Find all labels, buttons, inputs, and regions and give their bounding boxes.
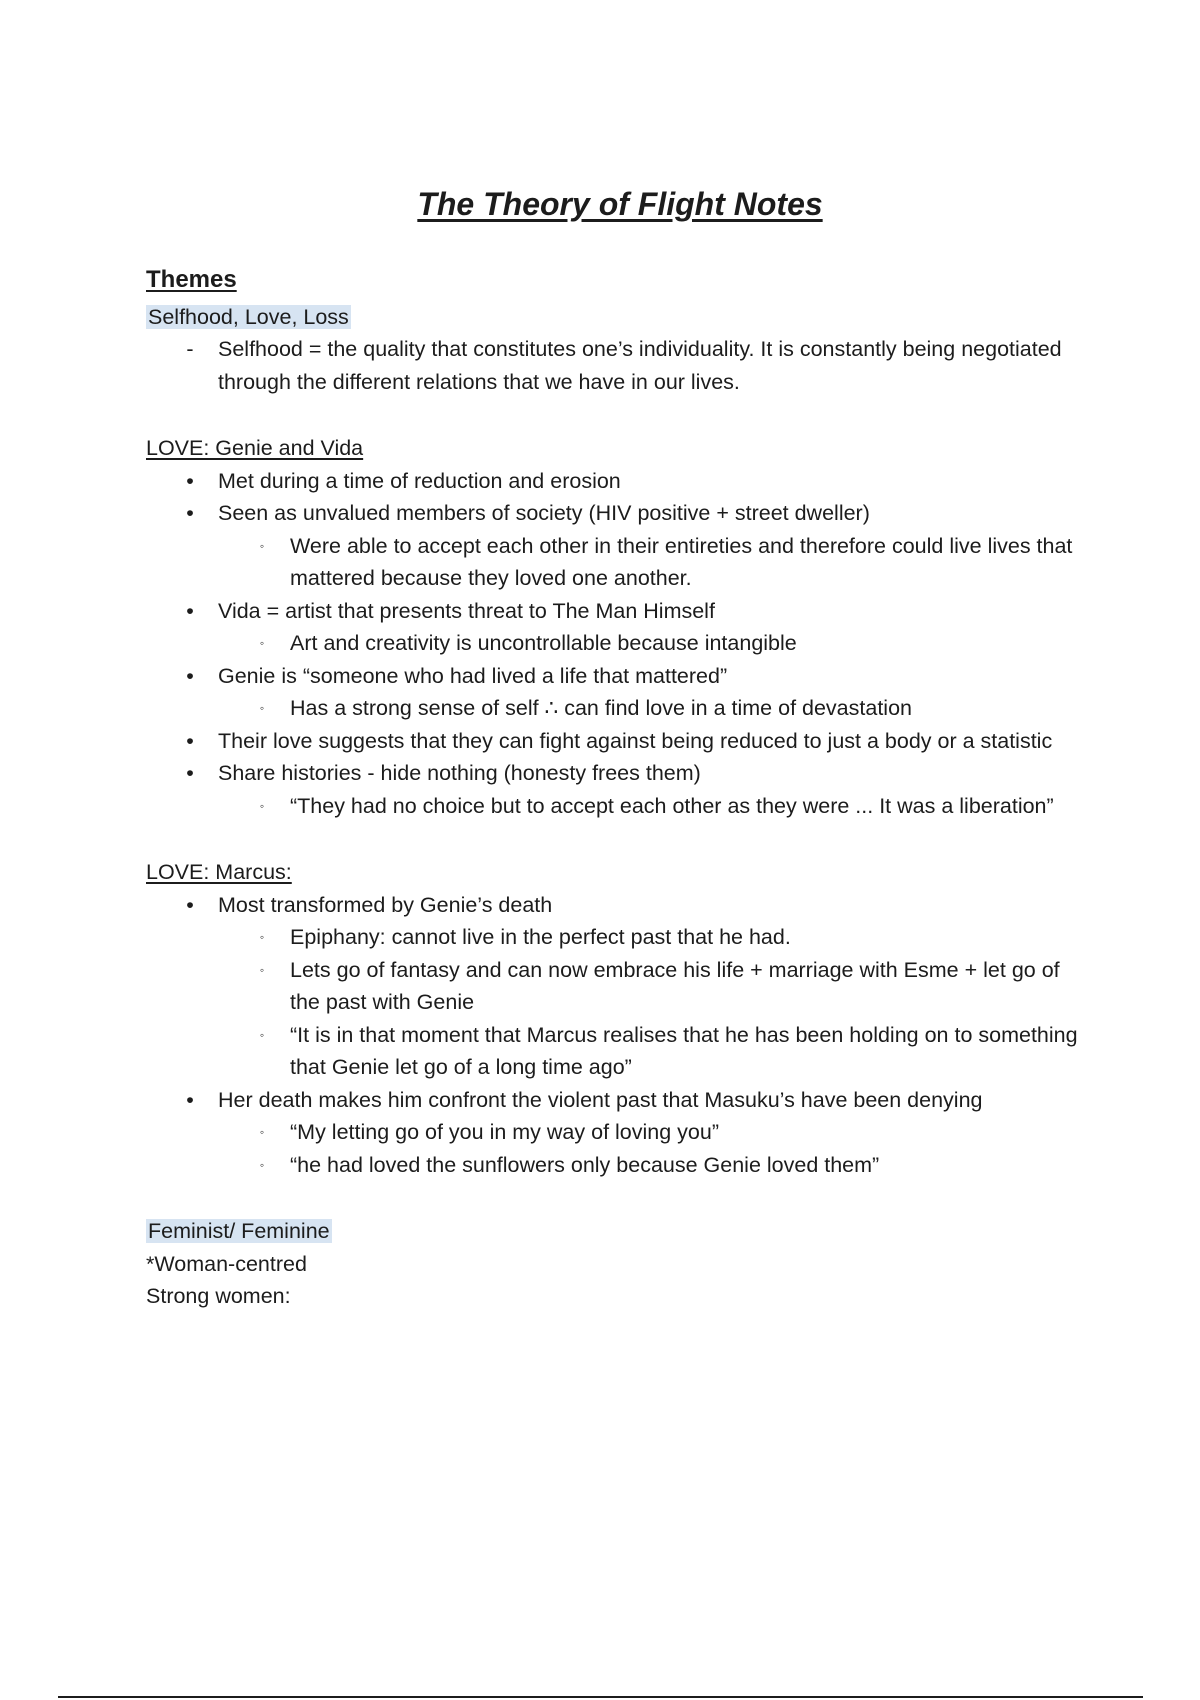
hollow-bullet-icon: ◦ xyxy=(259,701,265,715)
list-item xyxy=(146,1084,1086,1117)
list-item-text: Her death makes him confront the violent past that Masuku’s have been denying xyxy=(218,1087,983,1112)
hollow-bullet-icon: ◦ xyxy=(259,538,265,553)
list-item xyxy=(146,333,1086,398)
list-item-text: Lets go of fantasy and can now embrace his life + marriage with Esme + let go of the past with Genie xyxy=(290,957,1060,1014)
list-item-text: Epiphany: cannot live in the perfect past that he had. xyxy=(290,925,791,949)
bullet-icon: • xyxy=(186,468,194,493)
love-genie-vida-heading: LOVE: Genie and Vida xyxy=(146,436,364,460)
hollow-bullet-icon: ◦ xyxy=(259,1125,265,1139)
love-marcus-list xyxy=(146,889,1086,1182)
hollow-bullet-icon: ◦ xyxy=(259,636,265,650)
list-item xyxy=(146,757,1086,790)
sub-list-item xyxy=(146,692,1086,725)
list-item-text: Selfhood = the quality that constitutes one’s individuality. It is constantly being negotiated through the different relations that we have in our lives. xyxy=(218,337,1062,394)
list-item-text: Art and creativity is uncontrollable because intangible xyxy=(290,631,797,655)
list-item-text: Were able to accept each other in their entireties and therefore could live lives that mattered because they loved one another. xyxy=(290,533,1073,590)
page-bottom-rule xyxy=(58,1696,1143,1698)
list-item xyxy=(146,725,1086,758)
list-item xyxy=(146,497,1086,530)
list-item-text: Seen as unvalued members of society (HIV positive + street dweller) xyxy=(218,501,870,525)
hollow-bullet-icon: ◦ xyxy=(259,798,265,813)
list-item-text: Most transformed by Genie’s death xyxy=(218,892,553,917)
sub-list-item xyxy=(146,627,1086,660)
list-item-text: Their love suggests that they can fight against being reduced to just a body or a statistic xyxy=(218,728,1053,753)
bullet-icon: • xyxy=(186,1087,194,1112)
list-item xyxy=(146,660,1086,693)
themes-heading: Themes xyxy=(146,266,237,293)
selfhood-list xyxy=(146,333,1086,398)
feminist-line: *Woman-centred xyxy=(146,1251,307,1276)
selfhood-section xyxy=(146,301,1086,399)
list-item-text: Share histories - hide nothing (honesty frees them) xyxy=(218,761,701,785)
list-item xyxy=(146,465,1086,498)
page-title: The Theory of Flight Notes xyxy=(417,186,823,222)
selfhood-heading: Selfhood, Love, Loss xyxy=(148,304,349,329)
hollow-bullet-icon: ◦ xyxy=(259,1157,265,1172)
love-marcus-section xyxy=(146,856,1086,1181)
sub-list-item xyxy=(146,530,1086,595)
bullet-icon: • xyxy=(186,598,194,623)
list-item-text: Vida = artist that presents threat to The Man Himself xyxy=(218,598,715,623)
bullet-icon: • xyxy=(186,892,194,917)
list-item-text: “They had no choice but to accept each other as they were ... It was a liberation” xyxy=(290,793,1054,818)
list-item-text: “It is in that moment that Marcus realises that he has been holding on to something that Genie let go of a long time ago” xyxy=(290,1022,1078,1079)
bullet-icon: • xyxy=(186,501,194,525)
sub-list-item xyxy=(146,1149,1086,1182)
sub-list-item xyxy=(146,790,1086,823)
list-item-text: “he had loved the sunflowers only because Genie loved them” xyxy=(290,1152,880,1177)
sub-list-item xyxy=(146,1116,1086,1149)
sub-list-item xyxy=(146,954,1086,1019)
love-genie-vida-list xyxy=(146,465,1086,823)
bullet-icon: • xyxy=(186,728,194,753)
list-item xyxy=(146,889,1086,922)
feminist-section xyxy=(146,1215,1086,1313)
bullet-icon: • xyxy=(186,663,194,688)
hollow-bullet-icon: ◦ xyxy=(259,1027,265,1042)
list-item xyxy=(146,595,1086,628)
list-item-text: Genie is “someone who had lived a life that mattered” xyxy=(218,663,728,688)
sub-list-item xyxy=(146,921,1086,954)
dash-marker: - xyxy=(186,337,194,361)
feminist-heading: Feminist/ Feminine xyxy=(148,1219,330,1243)
sub-list-item xyxy=(146,1019,1086,1084)
notes-content xyxy=(146,264,1086,1313)
bullet-icon: • xyxy=(186,761,194,785)
list-item-text: Has a strong sense of self ∴ can find love in a time of devastation xyxy=(290,696,912,720)
love-marcus-heading: LOVE: Marcus: xyxy=(146,860,292,884)
feminist-line: Strong women: xyxy=(146,1284,291,1308)
list-item-text: Met during a time of reduction and erosion xyxy=(218,468,621,493)
hollow-bullet-icon: ◦ xyxy=(259,930,265,944)
hollow-bullet-icon: ◦ xyxy=(259,962,265,977)
love-genie-vida-section xyxy=(146,432,1086,822)
list-item-text: “My letting go of you in my way of loving you” xyxy=(290,1120,719,1144)
